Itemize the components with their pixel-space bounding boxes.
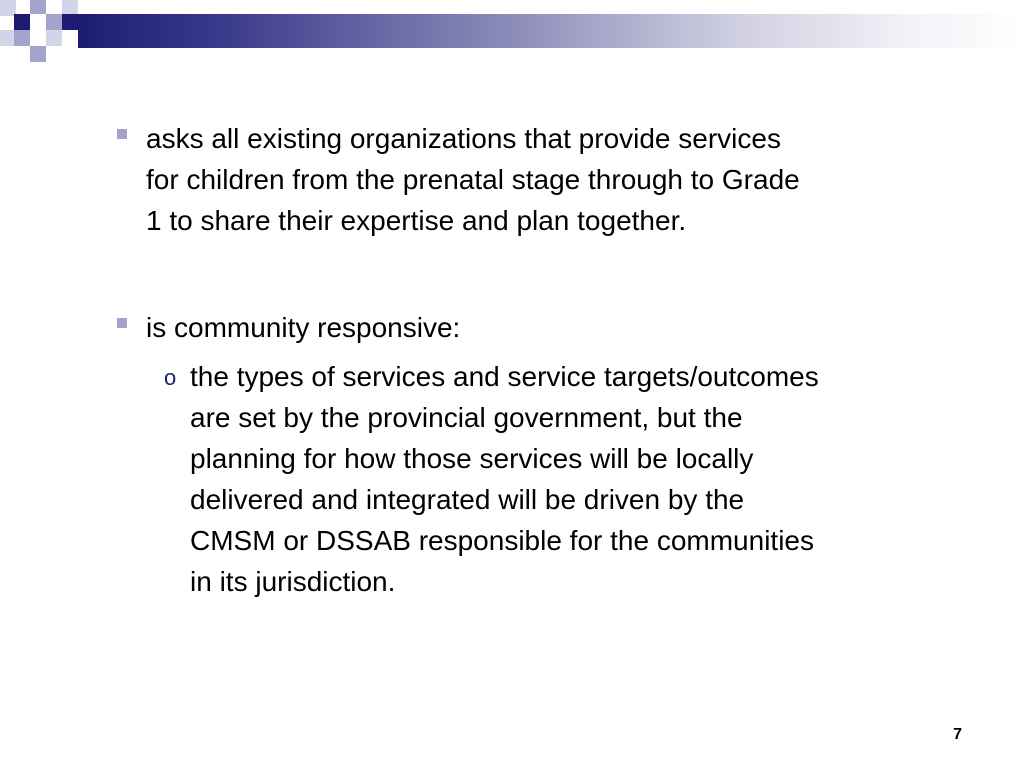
header-gradient-band [78, 14, 1024, 48]
square-bullet-icon [117, 318, 127, 328]
bullet-text: asks all existing organizations that provide services for children from the prenatal stage through to Grade 1 to share their expertise and plan together. [146, 123, 800, 236]
circle-bullet-icon: o [164, 365, 177, 390]
square-bullet-icon [117, 129, 127, 139]
sub-bullet-item [164, 356, 819, 602]
bullet-item [117, 118, 800, 241]
page-number: 7 [953, 726, 962, 743]
bullet-text: is community responsive: [146, 312, 461, 343]
bullet-item [117, 307, 460, 348]
sub-bullet-text: the types of services and service targets/outcomes are set by the provincial government, but the planning for how those services will be locally delivered and integrated will be driven by the CMSM or DSSAB responsible for the communities in its jurisdiction. [190, 361, 819, 597]
